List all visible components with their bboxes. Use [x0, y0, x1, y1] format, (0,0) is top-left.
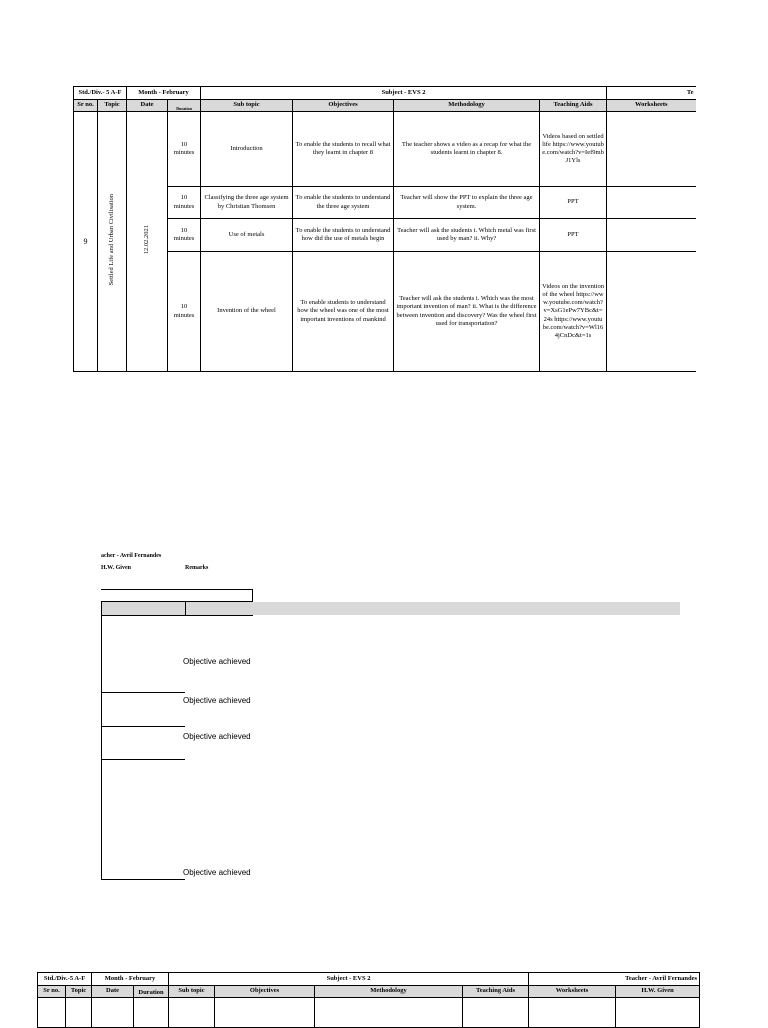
topic-text: Settled Life and Urban Civilisation: [107, 194, 115, 286]
col-methodology: Methodology: [394, 100, 540, 112]
duration-cell: 10 minutes: [168, 187, 201, 219]
worksheet-cell: [607, 252, 696, 372]
table-row: [74, 219, 696, 252]
method-cell: The teacher shows a video as a recap for what the students learnt in chapter 8.: [394, 112, 540, 187]
subject-cell: Subject - EVS 2: [169, 973, 529, 986]
objective-achieved-text: Objective achieved: [183, 868, 251, 877]
objective-achieved-text: Objective achieved: [183, 657, 251, 666]
table-row: [74, 187, 696, 219]
col-hw: H.W. Given: [616, 986, 700, 998]
table-row: [38, 998, 700, 1028]
header-row: [38, 986, 700, 998]
objective-achieved-text: Objective achieved: [183, 696, 251, 705]
col-worksheets: Worksheets: [529, 986, 616, 998]
worksheet-cell: [607, 112, 696, 187]
col-objectives: Objectives: [293, 100, 394, 112]
col-date: Date: [92, 986, 134, 998]
remarks-label: Remarks: [185, 565, 209, 571]
objective-cell: To enable the students to understand the three age system: [293, 187, 394, 219]
teacher-cell: Teacher - Avril Fernandes: [529, 973, 700, 986]
objective-achieved-text: Objective achieved: [183, 732, 251, 741]
table-row: [74, 112, 696, 187]
std-div-cell: Std./Div.-5 A-F: [38, 973, 92, 986]
worksheet-cell: [607, 187, 696, 219]
col-worksheets: Worksheets: [607, 100, 696, 112]
subtopic-cell: Invention of the wheel: [201, 252, 293, 372]
date-cell: [127, 112, 168, 372]
col-aids: Teaching Aids: [463, 986, 529, 998]
aids-cell: PPT: [540, 219, 607, 252]
table-row: [74, 252, 696, 372]
col-subtopic: Sub topic: [169, 986, 215, 998]
col-date: Date: [127, 100, 168, 112]
subtopic-cell: Introduction: [201, 112, 293, 187]
header-row: [74, 100, 696, 112]
teacher-fragment: acher - Avril Fernandes: [101, 553, 162, 559]
col-objectives: Objectives: [215, 986, 315, 998]
date-text: 12.02.2021: [142, 225, 150, 255]
sr-no-cell: 9: [74, 112, 98, 372]
method-cell: Teacher will ask the students i. Which metal was first used by man? ii. Why?: [394, 219, 540, 252]
col-srno: Sr no.: [74, 100, 98, 112]
topic-cell: [98, 112, 127, 372]
teacher-cell: Te: [607, 87, 696, 100]
std-div-cell: Std./Div.- 5 A-F: [74, 87, 127, 100]
title-row: [74, 87, 696, 100]
objective-cell: To enable students to understand how the wheel was one of the most important inventions of mankind: [293, 252, 394, 372]
aids-cell: PPT: [540, 187, 607, 219]
method-cell: Teacher will ask the students i. Which was the most important invention of man? ii. What is the difference between invention and discovery? Was the wheel first used for transportation?: [394, 252, 540, 372]
duration-cell: 10 minutes: [168, 252, 201, 372]
objective-cell: To enable the students to recall what they learnt in chapter 8: [293, 112, 394, 187]
col-methodology: Methodology: [315, 986, 463, 998]
month-cell: Month - February: [127, 87, 201, 100]
col-topic: Topic: [98, 100, 127, 112]
title-row: [38, 973, 700, 986]
col-topic: Topic: [66, 986, 92, 998]
col-aids: Teaching Aids: [540, 100, 607, 112]
subtopic-cell: Use of metals: [201, 219, 293, 252]
objective-cell: To enable the students to understand how did the use of metals begin: [293, 219, 394, 252]
col-srno: Sr no.: [38, 986, 66, 998]
col-duration: Duration: [168, 100, 201, 112]
col-duration: Duration: [134, 986, 169, 998]
month-cell: Month - February: [92, 973, 169, 986]
lesson-plan-table-next: [37, 972, 700, 1028]
grey-header-band: [101, 602, 680, 615]
hw-given-label: H.W. Given: [101, 565, 131, 571]
subject-cell: Subject - EVS 2: [201, 87, 607, 100]
duration-cell: 10 minutes: [168, 219, 201, 252]
duration-cell: 10 minutes: [168, 112, 201, 187]
lesson-plan-table: [73, 86, 696, 372]
subtopic-cell: Classifying the three age system by Christian Thomsen: [201, 187, 293, 219]
worksheet-cell: [607, 219, 696, 252]
method-cell: Teacher will show the PPT to explain the three age system.: [394, 187, 540, 219]
aids-cell: Videos on the invention of the wheel https://www.youtube.com/watch?v=XsG1ePw7YBc&t=24s https://www.youtube.com/watch?v=Wl164jCnDc&t=1s: [540, 252, 607, 372]
aids-cell: Videos based on settled life https://www.youtube.com/watch?v=Ief9mbJ1Yls: [540, 112, 607, 187]
col-subtopic: Sub topic: [201, 100, 293, 112]
